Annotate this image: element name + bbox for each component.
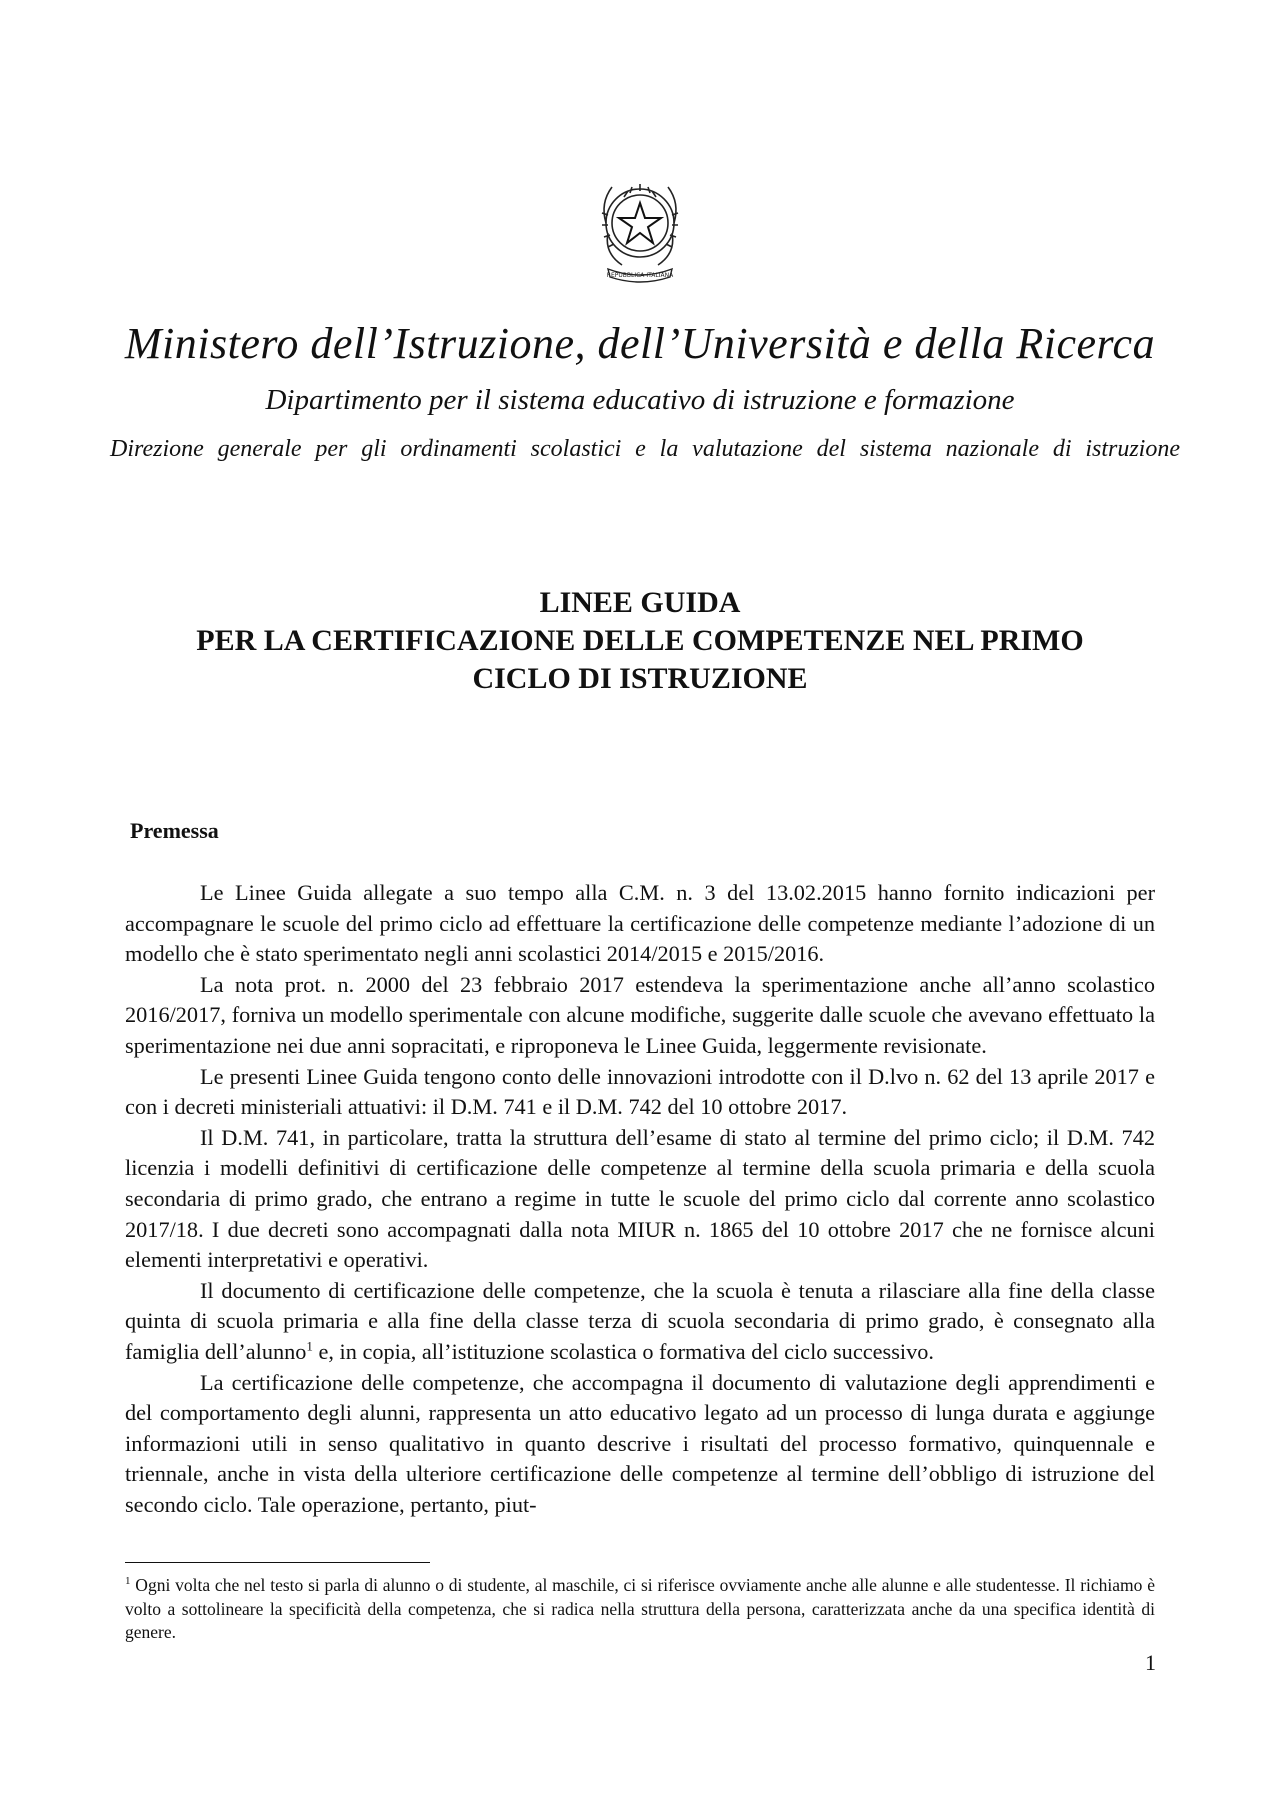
paragraph-1: Le Linee Guida allegate a suo tempo alla C.M. n. 3 del 13.02.2015 hanno fornito indicazioni per accompagnare le scuole del primo ciclo ad effettuare la certificazione delle competenze mediante l’adozione di un modello che è stato sperimentato negli anni scolastici 2014/2015 e 2015/2016. (125, 880, 1155, 967)
title-line-1: LINEE GUIDA (539, 586, 741, 619)
paragraph-3: Le presenti Linee Guida tengono conto delle innovazioni introdotte con il D.lvo n. 62 del 13 aprile 2017 e con i decreti ministeriali attuativi: il D.M. 741 e il D.M. 742 del 10 ottobre 2017. (125, 1063, 1155, 1120)
title-line-3: CICLO DI ISTRUZIONE (472, 662, 808, 695)
footnote-divider (125, 1562, 430, 1563)
footnote (125, 1574, 1155, 1645)
body-text (125, 878, 1155, 1520)
footnote-text: Ogni volta che nel testo si parla di alunno o di studente, al maschile, ci si riferisce ovviamente anche alle alunne e alle studentesse. Il richiamo è volto a sottolineare la specificità della competenza, che si radica nella struttura della persona, caratterizzata anche da una specifica identità di genere. (125, 1575, 1155, 1642)
page-number: 1 (1145, 1650, 1156, 1675)
paragraph-4: Il D.M. 741, in particolare, tratta la struttura dell’esame di stato al termine del primo ciclo; il D.M. 742 licenzia i modelli definitivi di certificazione delle competenze al termine della scuola primaria e della scuola secondaria di primo grado, che entrano a regime in tutte le scuole del primo ciclo dal corrente anno scolastico 2017/18. I due decreti sono accompagnati dalla nota MIUR n. 1865 del 10 ottobre 2017 che ne fornisce alcuni elementi interpretativi e operativi. (125, 1124, 1155, 1273)
paragraph-6: La certificazione delle competenze, che accompagna il documento di valutazione degli apprendimenti e del comportamento degli alunni, rappresenta un atto educativo legato ad un processo di lunga durata e aggiunge informazioni utili in senso qualitativo in quanto descrive i risultati del processo formativo, quinquennale e triennale, anche in vista della ulteriore certificazione delle competenze al termine dell’obbligo di istruzione del secondo ciclo. Tale operazione, pertanto, piut- (125, 1369, 1155, 1517)
directorate-name: Direzione generale per gli ordinamenti scolastici e la valutazione del sistema nazionale di istruzione (110, 436, 1180, 462)
document-title (0, 584, 1280, 698)
emblem-ribbon-text: REPUBBLICA ITALIANA (606, 272, 674, 279)
italian-republic-emblem-icon (594, 173, 686, 285)
ministry-name: Ministero dell’Istruzione, dell’Università e della Ricerca (124, 319, 1156, 368)
paragraph-5 (125, 1276, 1155, 1368)
department-name: Dipartimento per il sistema educativo di istruzione e formazione (265, 384, 1015, 416)
paragraph-2: La nota prot. n. 2000 del 23 febbraio 2017 estendeva la sperimentazione anche all’anno scolastico 2016/2017, forniva un modello sperimentale con alcune modifiche, suggerite dalle scuole che avevano effettuato la sperimentazione nei due anni sopracitati, e riproponeva le Linee Guida, leggermente revisionate. (125, 971, 1155, 1058)
paragraph-5-text-b: e, in copia, all’istituzione scolastica o formativa del ciclo successivo. (312, 1338, 934, 1364)
footnote-number: 1 (125, 1575, 131, 1588)
paragraph-5-text-a: Il documento di certificazione delle competenze, che la scuola è tenuta a rilasciare alla fine della classe quinta di scuola primaria e alla fine della classe terza di scuola secondaria di primo grado, è consegnato alla famiglia dell’alunno (125, 1277, 1155, 1364)
footnote-reference[interactable]: 1 (306, 1338, 313, 1354)
section-heading: Premessa (130, 818, 219, 843)
title-line-2: PER LA CERTIFICAZIONE DELLE COMPETENZE NEL PRIMO (196, 624, 1084, 657)
